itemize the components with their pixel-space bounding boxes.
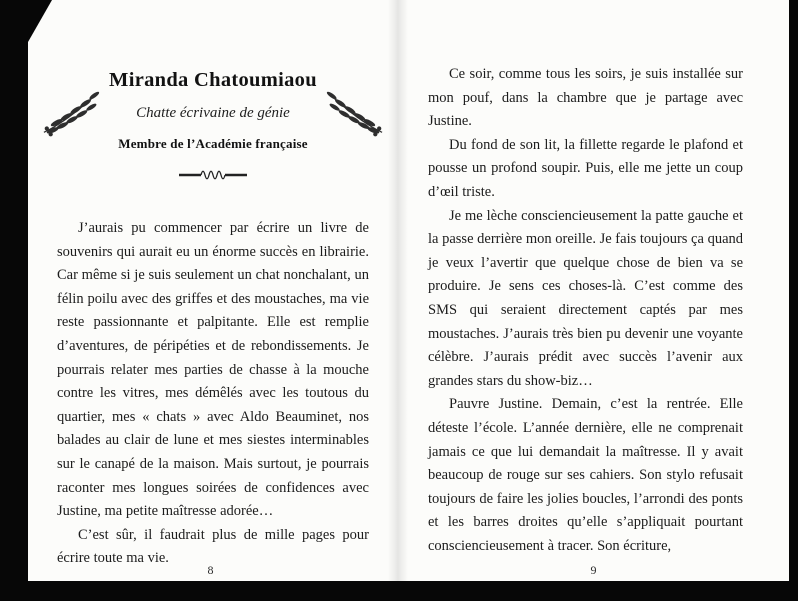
book-spine-gutter — [388, 0, 408, 581]
squiggle-divider-icon — [57, 167, 369, 183]
chapter-subtitle: Chatte écrivaine de génie — [136, 105, 290, 121]
left-body-text — [57, 217, 369, 571]
body-paragraph: Pauvre Justine. Demain, c’est la rentrée. Elle déteste l’école. L’année dernière, elle ne comprenait jamais ce que lui demandait la maîtresse. Il y avait beaucoup de rouge sur ses cahiers. Son stylo refusait toujours de faire les jolies boucles, l’arrondi des ponts et les barres droites qu’elle s’appliquait pourtant consciencieusement à tracer. Son écriture, — [428, 396, 743, 554]
chapter-title: Miranda Chatoumiaou — [109, 69, 317, 91]
body-paragraph: J’aurais pu commencer par écrire un livre de souvenirs qui aurait eu un énorme succès en librairie. Car même si je suis seulement un chat nonchalant, un félin poilu avec des griffes et des moustaches, ma vie reste passionnante et palpitante. Elle est remplie d’aventures, de péripéties et de rebondissements. Je pourrais relater mes parties de chasse à la mouche contre les vitres, mes démêlés avec les toutous du quartier, mes « chats » avec Aldo Beauminet, nos balades au clair de lune et mes siestes interminables sur le canapé de la maison. Mais surtout, je pourrais raconter mes longues soirées de confidences avec Justine, ma petite maîtresse adorée… — [57, 220, 369, 520]
right-text-column — [428, 0, 743, 581]
chapter-affiliation: Membre de l’Académie française — [118, 136, 308, 151]
laurel-branch-icon — [323, 86, 385, 138]
left-text-column — [57, 0, 369, 581]
background-edge-right — [789, 0, 798, 601]
background-edge-bottom — [0, 581, 798, 601]
chapter-header — [57, 0, 369, 217]
body-paragraph: C’est sûr, il faudrait plus de mille pages pour écrire toute ma vie. — [57, 526, 369, 567]
laurel-branch-icon — [41, 86, 103, 138]
page-right — [398, 0, 789, 581]
page-number: 8 — [207, 563, 214, 577]
body-paragraph: Ce soir, comme tous les soirs, je suis installée sur mon pouf, dans la chambre que je partage avec Justine. — [428, 66, 743, 130]
body-paragraph: Je me lèche consciencieusement la patte gauche et la passe derrière mon oreille. Je fais toujours ça quand je veux l’avertir que quelque chose de bien va se produire. Je sens ces choses-là. C’est comme des SMS qui seraient directement captés par mes moustaches. J’aurais très bien pu devenir une voyante célèbre. J’aurais prédit avec succès l’avenir aux grandes stars du show-biz… — [428, 207, 743, 389]
body-paragraph: Du fond de son lit, la fillette regarde le plafond et pousse un profond soupir. Puis, elle me jette un coup d’œil triste. — [428, 136, 743, 200]
page-left — [28, 0, 393, 581]
page-number: 9 — [590, 563, 597, 577]
background-edge-left — [0, 0, 28, 601]
right-body-text — [428, 63, 743, 558]
